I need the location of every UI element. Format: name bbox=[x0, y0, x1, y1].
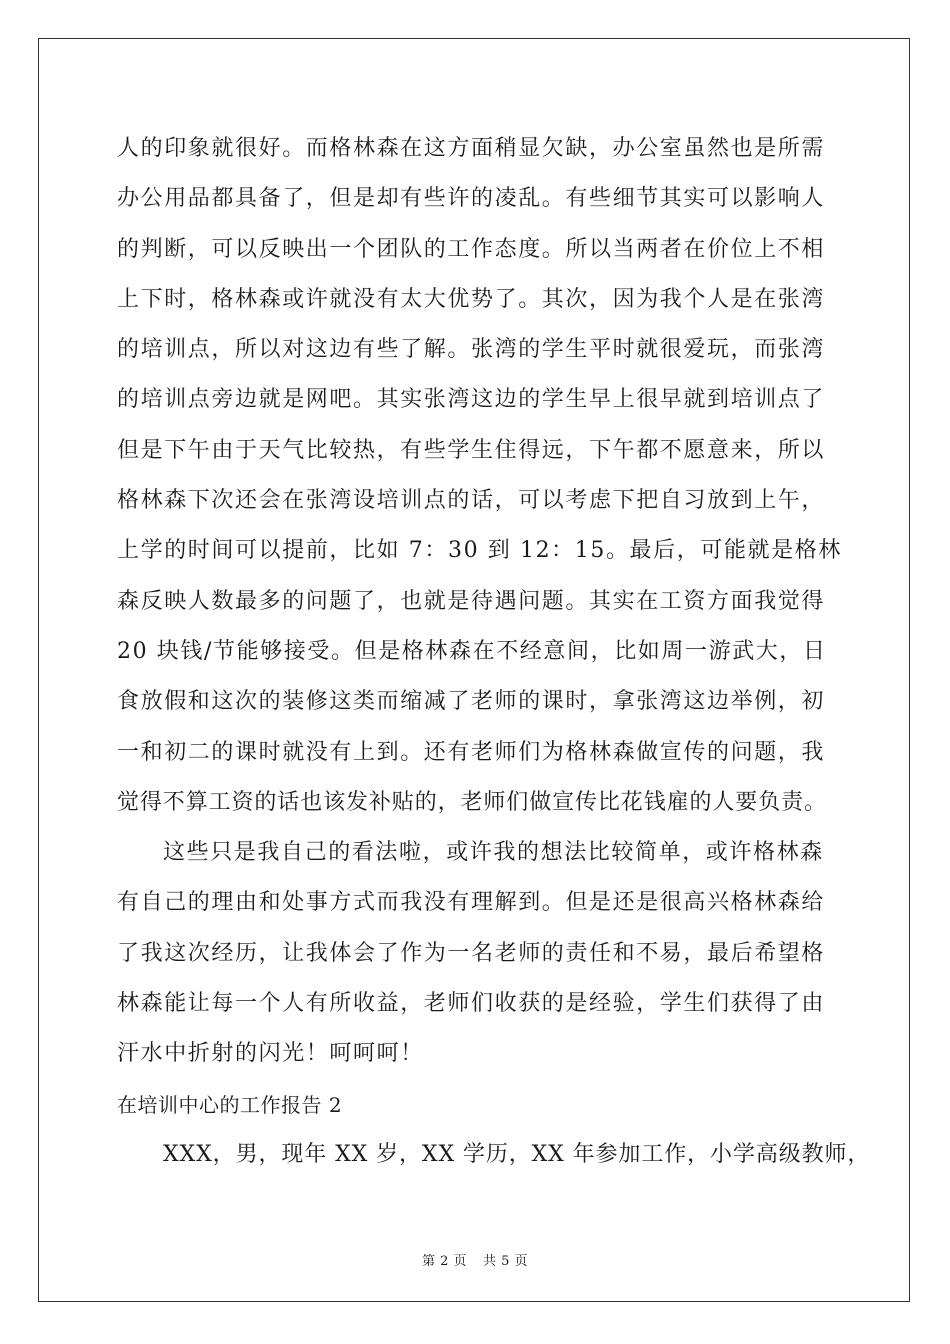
paragraph-line: 格林森下次还会在张湾设培训点的话，可以考虑下把自习放到上午， bbox=[117, 488, 826, 514]
paragraph-line: 人的印象就很好。而格林森在这方面稍显欠缺，办公室虽然也是所需 bbox=[117, 136, 826, 161]
paragraph-line: 20 块钱/节能够接受。但是格林森在不经意间，比如周一游武大，日 bbox=[117, 638, 827, 664]
paragraph-line: 的培训点，所以对这边有些了解。张湾的学生平时就很爱玩，而张湾 bbox=[117, 337, 826, 363]
paragraph-line: 上学的时间可以提前，比如 7：30 到 12：15。最后，可能就是格林 bbox=[117, 538, 842, 564]
paragraph-line: 了我这次经历，让我体会了作为一名老师的责任和不易，最后希望格 bbox=[117, 940, 826, 966]
paragraph-line: 觉得不算工资的话也该发补贴的，老师们做宣传比花钱雇的人要负责。 bbox=[117, 789, 827, 815]
paragraph-line: 食放假和这次的装修这类而缩减了老师的课时，拿张湾这边举例，初 bbox=[117, 689, 826, 715]
paragraph-line: 的培训点旁边就是网吧。其实张湾这边的学生早上很早就到培训点了 bbox=[117, 387, 826, 413]
paragraph-line: 林森能让每一个人有所收益，老师们收获的是经验，学生们获得了由 bbox=[117, 991, 826, 1017]
paragraph-line: 办公用品都具备了，但是却有些许的凌乱。有些细节其实可以影响人 bbox=[117, 186, 826, 212]
page-footer bbox=[0, 1250, 950, 1269]
paragraph-line: 森反映人数最多的问题了，也就是待遇问题。其实在工资方面我觉得 bbox=[117, 588, 826, 614]
paragraph-line: 有自己的理由和处事方式而我没有理解到。但是还是很高兴格林森给 bbox=[117, 890, 826, 916]
paragraph-line: XXX，男，现年 XX 岁，XX 学历，XX 年参加工作，小学高级教师， bbox=[163, 1141, 871, 1167]
paragraph-line: 的判断，可以反映出一个团队的工作态度。所以当两者在价位上不相 bbox=[117, 236, 826, 262]
page-total: 共 5 页 bbox=[483, 1254, 529, 1269]
paragraph-line: 但是下午由于天气比较热，有些学生住得远，下午都不愿意来，所以 bbox=[117, 437, 826, 463]
paragraph-line: 这些只是我自己的看法啦，或许我的想法比较简单，或许格林森 bbox=[163, 840, 824, 866]
paragraph-line: 一和初二的课时就没有上到。还有老师们为格林森做宣传的问题，我 bbox=[117, 739, 826, 765]
paragraph-line: 上下时，格林森或许就没有太大优势了。其次，因为我个人是在张湾 bbox=[117, 286, 826, 312]
page-number: 第 2 页 bbox=[421, 1254, 467, 1269]
paragraph-line: 汗水中折射的闪光！呵呵呵！ bbox=[117, 1041, 424, 1067]
document-body bbox=[117, 124, 871, 1180]
section-heading: 在培训中心的工作报告 2 bbox=[117, 1092, 343, 1117]
